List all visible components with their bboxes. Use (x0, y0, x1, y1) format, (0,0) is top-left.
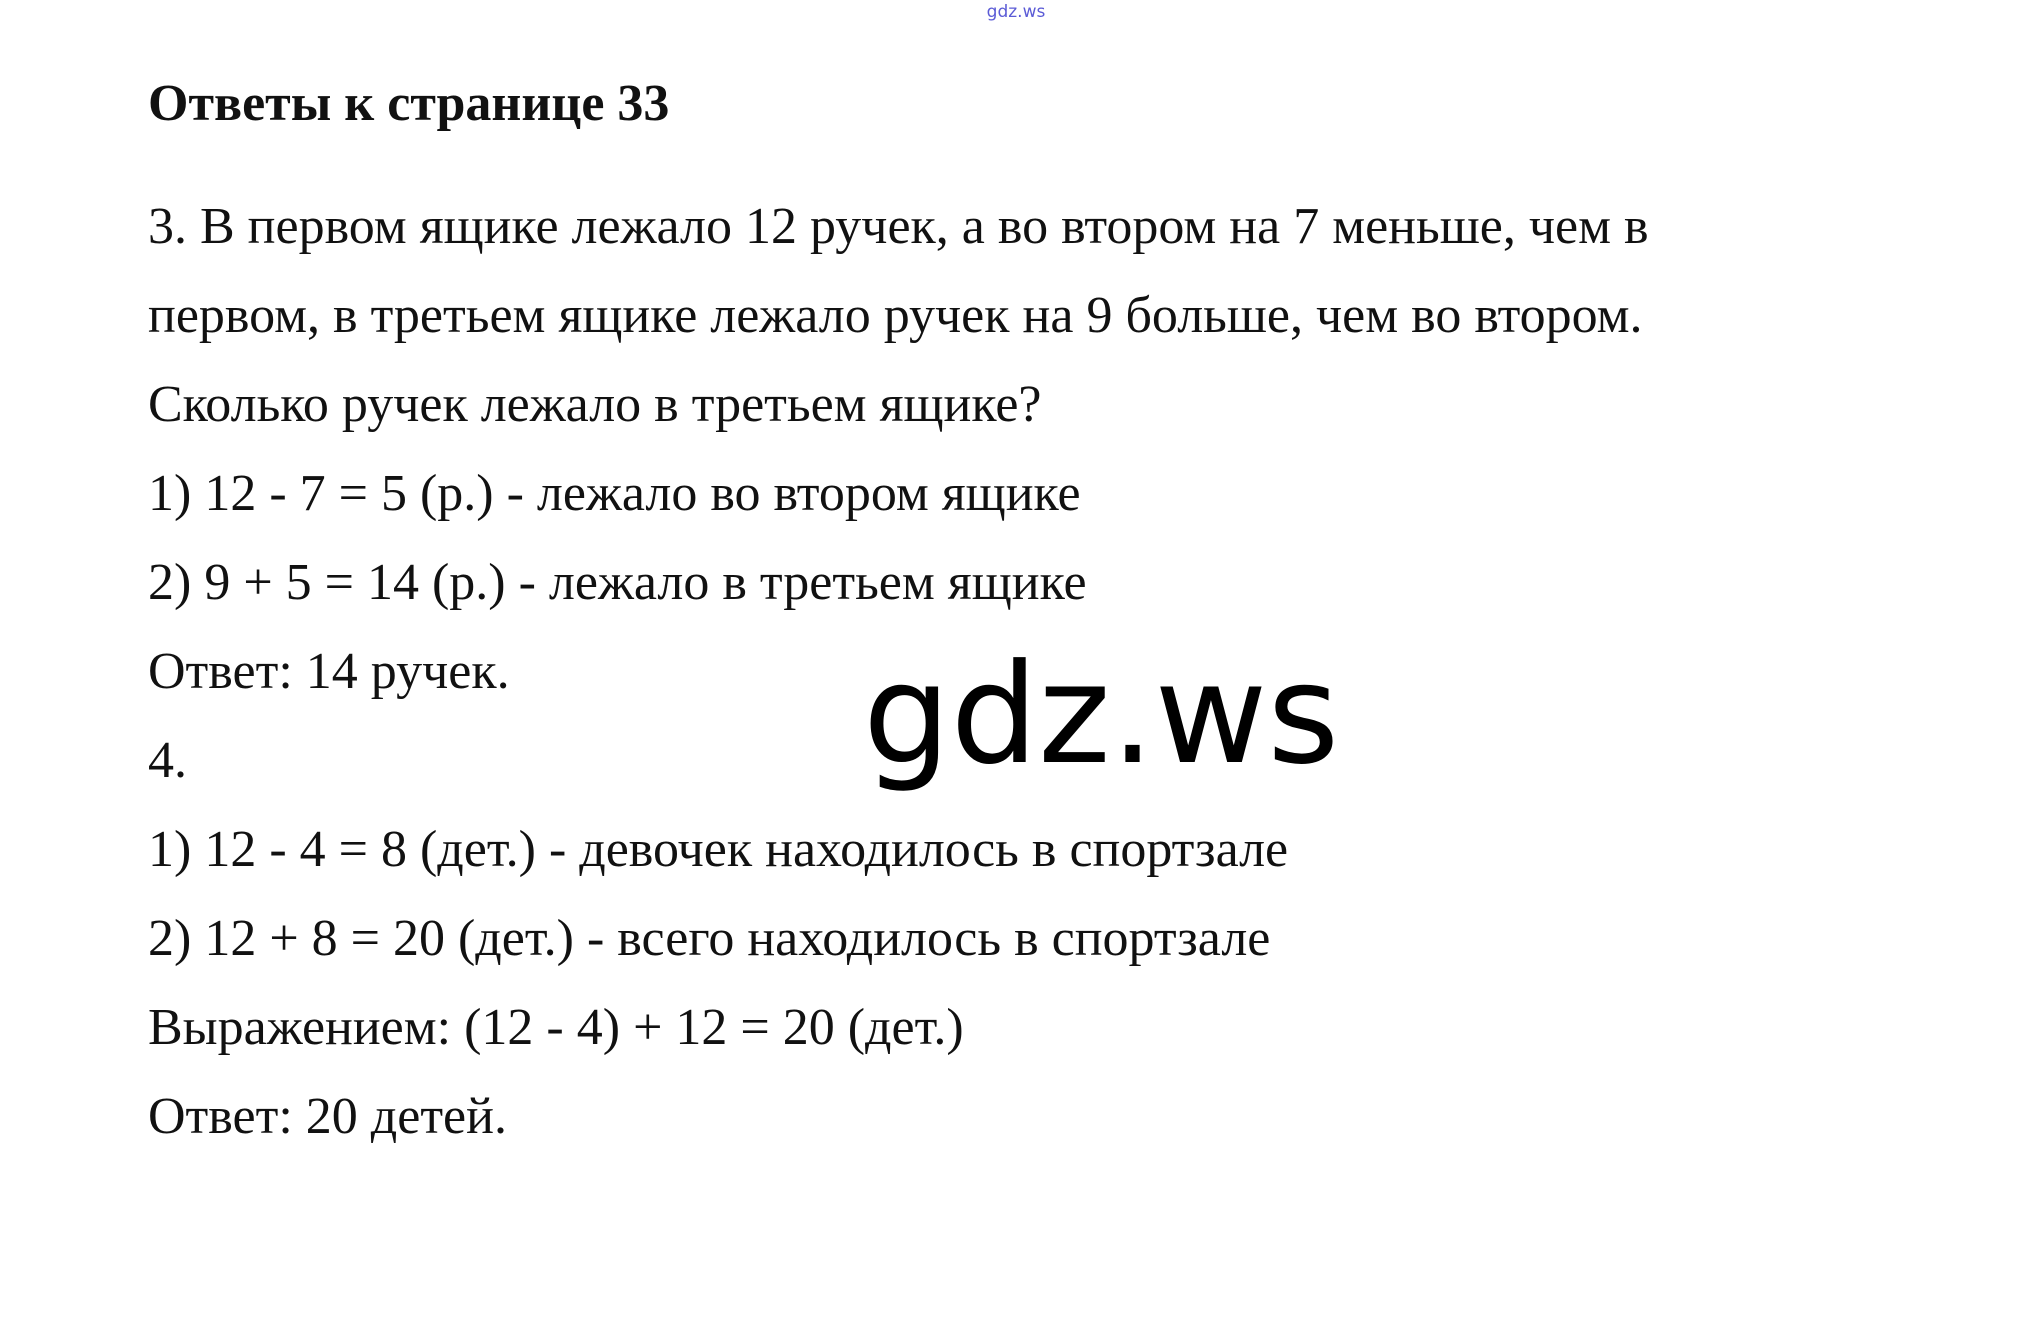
task-3-problem-line: 3. В первом ящике лежало 12 ручек, а во втором на 7 меньше, чем в (148, 198, 1649, 255)
top-watermark-link: gdz.ws (986, 2, 1046, 22)
task-3-problem-line: первом, в третьем ящике лежало ручек на 9 больше, чем во втором. (148, 287, 1643, 344)
task-4-expression: Выражением: (12 - 4) + 12 = 20 (дет.) (148, 999, 964, 1056)
task-3-problem-line: Сколько ручек лежало в третьем ящике? (148, 376, 1042, 433)
task-4-step: 2) 12 + 8 = 20 (дет.) - всего находилось в спортзале (148, 910, 1271, 967)
watermark: gdz.ws (863, 634, 1340, 795)
task-3-step: 2) 9 + 5 = 14 (р.) - лежало в третьем ящике (148, 554, 1087, 611)
page-title: Ответы к странице 33 (148, 75, 670, 132)
task-3-answer: Ответ: 14 ручек. (148, 643, 510, 700)
task-3-step: 1) 12 - 7 = 5 (р.) - лежало во втором ящике (148, 465, 1081, 522)
task-4-step: 1) 12 - 4 = 8 (дет.) - девочек находилось в спортзале (148, 821, 1289, 878)
task-4-number: 4. (148, 732, 187, 789)
task-4-answer: Ответ: 20 детей. (148, 1088, 507, 1145)
document-page (148, 72, 1948, 1161)
